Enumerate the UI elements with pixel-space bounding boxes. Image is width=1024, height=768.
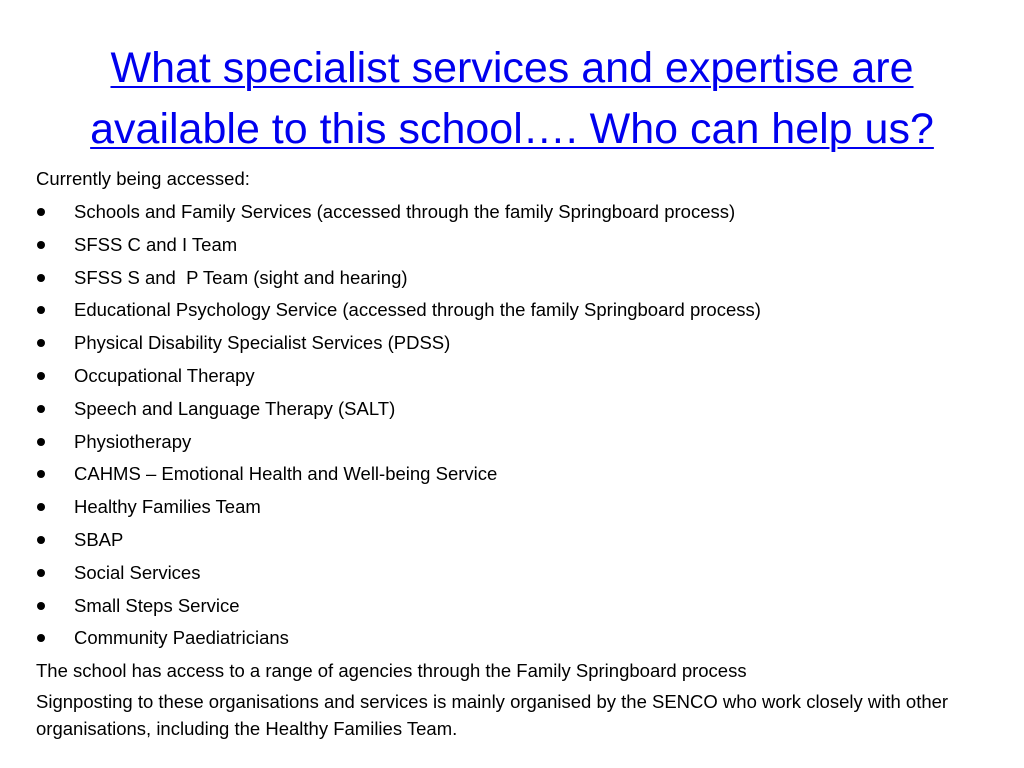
list-item — [36, 360, 1006, 393]
list-item-label: Healthy Families Team — [74, 496, 261, 518]
list-item-label: Small Steps Service — [74, 594, 240, 616]
bullet-icon — [37, 602, 45, 610]
list-item-label: Educational Psychology Service (accessed through the family Springboard process) — [74, 299, 761, 321]
intro-text: Currently being accessed: — [36, 168, 250, 189]
list-item-label: Community Paediatricians — [74, 627, 289, 649]
bullet-icon — [37, 503, 45, 511]
bullet-icon — [37, 536, 45, 544]
list-item-label: SFSS S and P Team (sight and hearing) — [74, 266, 408, 288]
bullet-icon — [37, 306, 45, 314]
list-item — [36, 393, 1006, 426]
list-item — [36, 229, 1006, 262]
list-item — [36, 622, 1006, 655]
title-line-1: What specialist services and expertise are — [110, 44, 914, 92]
slide-body — [36, 164, 1006, 742]
list-item — [36, 426, 1006, 459]
list-item-label: SBAP — [74, 528, 124, 550]
title-line-2: available to this school…. Who can help us? — [90, 105, 934, 153]
list-item-label: SFSS C and I Team — [74, 233, 238, 255]
list-item — [36, 262, 1006, 295]
list-item — [36, 196, 1006, 229]
list-item-label: CAHMS – Emotional Health and Well-being Service — [74, 463, 498, 485]
list-item-label: Social Services — [74, 561, 201, 583]
list-item — [36, 557, 1006, 590]
list-item — [36, 458, 1006, 491]
list-item-label: Physiotherapy — [74, 430, 192, 452]
list-item — [36, 590, 1006, 623]
list-item — [36, 524, 1006, 557]
bullet-icon — [37, 470, 45, 478]
bullet-icon — [37, 438, 45, 446]
services-list — [36, 196, 1006, 655]
bullet-icon — [37, 569, 45, 577]
bullet-icon — [37, 241, 45, 249]
list-item-label: Occupational Therapy — [74, 364, 255, 386]
slide-title-link[interactable] — [0, 38, 1024, 160]
bullet-icon — [37, 634, 45, 642]
bullet-icon — [37, 339, 45, 347]
bullet-icon — [37, 274, 45, 282]
bullet-icon — [37, 405, 45, 413]
bullet-icon — [37, 208, 45, 216]
bullet-icon — [37, 372, 45, 380]
list-item-label: Speech and Language Therapy (SALT) — [74, 397, 396, 419]
list-item — [36, 491, 1006, 524]
signposting-note: Signposting to these organisations and services is mainly organised by the SENCO who work closely with other organisations, including the Healthy Families Team. — [36, 691, 949, 740]
list-item — [36, 294, 1006, 327]
list-item — [36, 327, 1006, 360]
list-item-label: Schools and Family Services (accessed through the family Springboard process) — [74, 201, 736, 222]
list-item-label: Physical Disability Specialist Services (PDSS) — [74, 332, 451, 354]
access-note: The school has access to a range of agencies through the Family Springboard process — [36, 660, 747, 682]
